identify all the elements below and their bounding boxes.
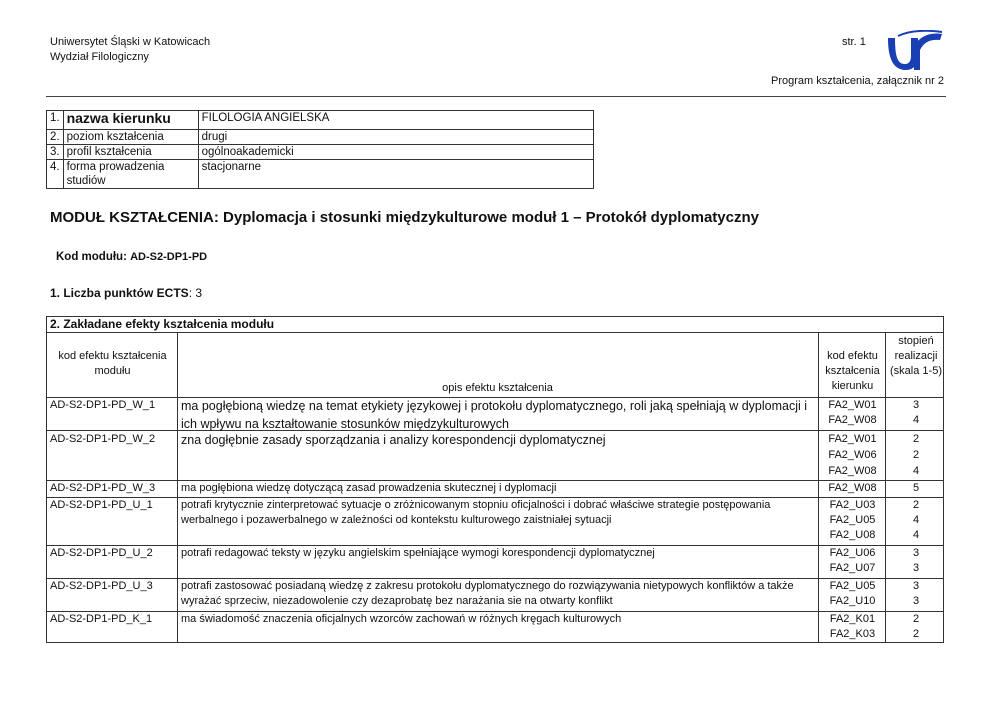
ects-value: : 3 <box>188 286 203 300</box>
info-num: 3. <box>47 145 64 160</box>
realization-level: 2 <box>912 449 920 461</box>
info-value: FILOLOGIA ANGIELSKA <box>198 111 593 130</box>
outcome-code: AD-S2-DP1-PD_K_1 <box>50 613 153 625</box>
module-code-value: AD-S2-DP1-PD <box>130 251 208 263</box>
outcome-description: zna dogłębnie zasady sporządzania i analizy korespondencji dyplomatycznej <box>181 433 606 447</box>
info-row <box>47 130 594 145</box>
col-divider <box>885 333 886 643</box>
realization-level: 2 <box>912 613 920 625</box>
realization-level: 3 <box>912 562 920 574</box>
program-code: FA2_U08 <box>829 529 876 541</box>
info-row <box>47 160 594 189</box>
outcome-code: AD-S2-DP1-PD_W_1 <box>50 399 156 411</box>
info-label: forma prowadzenia studiów <box>63 160 198 189</box>
outcome-code: AD-S2-DP1-PD_U_3 <box>50 580 153 592</box>
info-label: nazwa kierunku <box>63 111 198 130</box>
outcome-code: AD-S2-DP1-PD_U_2 <box>50 547 153 559</box>
info-num: 2. <box>47 130 64 145</box>
program-code: FA2_K01 <box>829 613 876 625</box>
program-code: FA2_W06 <box>828 449 877 461</box>
ects-line <box>50 286 202 300</box>
table-section-title: 2. Zakładane efekty kształcenia modułu <box>46 316 944 333</box>
module-title: MODUŁ KSZTAŁCENIA: Dyplomacja i stosunki międzykulturowe moduł 1 – Protokół dyplomatyczny <box>50 209 759 226</box>
info-num: 4. <box>47 160 64 189</box>
outcome-description: potrafi zastosować posiadaną wiedzę z zakresu protokołu dyplomatycznego do rozwiązywania nietypowych konfliktów a także wyrażać sprzeciw, niezadowolenie czy dezaprobatę bez narażania sie na otwarty konflikt <box>181 580 794 607</box>
col-divider <box>177 333 178 643</box>
program-code: FA2_W08 <box>828 465 877 477</box>
program-code: FA2_K03 <box>829 628 876 640</box>
program-code: FA2_W08 <box>828 414 877 426</box>
program-code: FA2_W01 <box>828 399 877 411</box>
outcome-description: ma pogłębiona wiedzę dotyczącą zasad prowadzenia skutecznej i dyplomacji <box>181 482 557 494</box>
info-value: stacjonarne <box>198 160 593 189</box>
program-code: FA2_W08 <box>828 482 877 494</box>
program-code: FA2_U06 <box>829 547 876 559</box>
module-code-line <box>56 251 207 263</box>
header-module-code: kod efektu kształcenia modułu <box>58 350 167 377</box>
ects-label: 1. Liczba punktów ECTS <box>50 286 189 300</box>
program-code: FA2_U10 <box>829 595 876 607</box>
info-value: ogólnoakademicki <box>198 145 593 160</box>
outcome-code: AD-S2-DP1-PD_W_2 <box>50 433 156 445</box>
university-name: Uniwersytet Śląski w Katowicach <box>50 36 211 48</box>
header-description: opis efektu kształcenia <box>442 382 553 394</box>
realization-level: 3 <box>912 547 920 559</box>
info-label: poziom kształcenia <box>63 130 198 145</box>
realization-level: 2 <box>912 433 920 445</box>
page-number: str. 1 <box>842 36 866 48</box>
program-label: Program kształcenia, załącznik nr 2 <box>770 75 944 87</box>
realization-level: 4 <box>912 414 920 426</box>
outcome-code: AD-S2-DP1-PD_U_1 <box>50 499 153 511</box>
info-value: drugi <box>198 130 593 145</box>
realization-level: 4 <box>912 529 920 541</box>
program-code: FA2_W01 <box>828 433 877 445</box>
university-logo <box>884 30 944 74</box>
realization-level: 4 <box>912 514 920 526</box>
realization-level: 2 <box>912 628 920 640</box>
header-divider <box>46 96 946 97</box>
outcome-description: ma świadomość znaczenia oficjalnych wzorców zachowań w różnych kręgach kulturowych <box>181 613 622 625</box>
outcome-code: AD-S2-DP1-PD_W_3 <box>50 482 156 494</box>
outcome-description: ma pogłębioną wiedzę na temat etykiety językowej i protokołu dyplomatycznego, roli jaką spełniają w dyplomacji i ich wpływu na kształtowanie stosunków międzykulturowych <box>181 399 808 431</box>
module-code-label: Kod modułu: <box>56 251 131 263</box>
program-info-table <box>46 110 594 189</box>
outcome-description: potrafi redagować teksty w języku angielskim spełniające wymogi korespondencji dyplomatycznej <box>181 547 655 559</box>
program-code: FA2_U03 <box>829 499 876 511</box>
realization-level: 3 <box>912 580 920 592</box>
info-row <box>47 145 594 160</box>
faculty-name: Wydział Filologiczny <box>50 51 149 63</box>
realization-level: 3 <box>912 595 920 607</box>
program-code: FA2_U05 <box>829 514 876 526</box>
info-row <box>47 111 594 130</box>
realization-level: 4 <box>912 465 920 477</box>
col-divider <box>818 333 819 643</box>
program-code: FA2_U05 <box>829 580 876 592</box>
realization-level: 5 <box>912 482 920 494</box>
header-realization-level: stopień realizacji (skala 1-5) <box>890 335 942 377</box>
realization-level: 2 <box>912 499 920 511</box>
outcome-description: potrafi krytycznie zinterpretować sytuacje o zróżnicowanym stopniu oficjalności i dobrać właściwe strategie postępowania werbalnego i pozawerbalnego w zależności od kontekstu kulturowego zaistniałej sytuacji <box>181 499 771 526</box>
realization-level: 3 <box>912 399 920 411</box>
info-num: 1. <box>47 111 64 130</box>
info-label: profil kształcenia <box>63 145 198 160</box>
program-code: FA2_U07 <box>829 562 876 574</box>
header-program-code: kod efektu kształcenia kierunku <box>825 350 880 392</box>
